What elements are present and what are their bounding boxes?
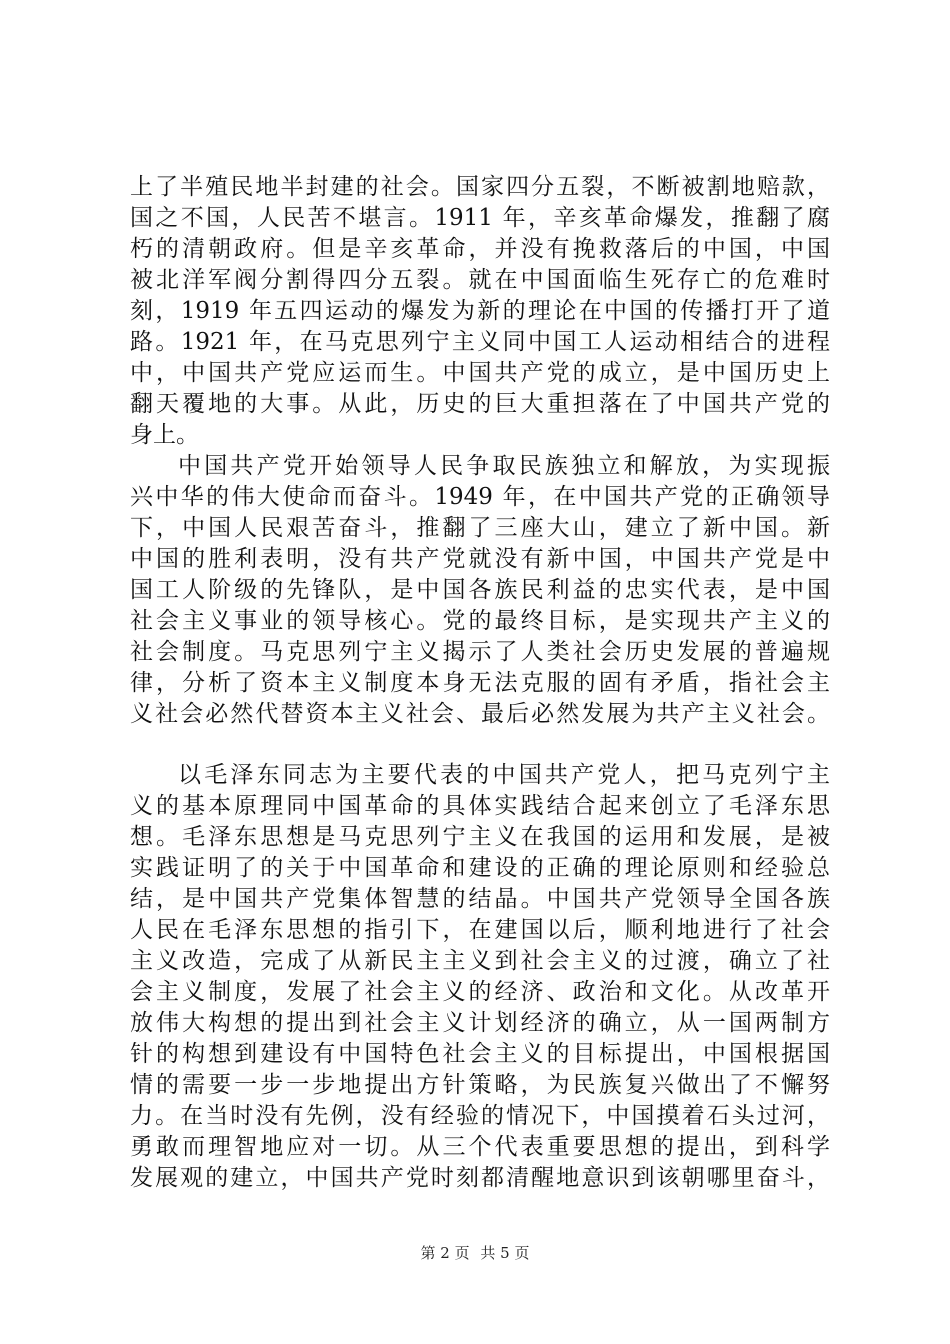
text-line: 身上。 xyxy=(130,422,199,448)
text-line: 中，中国共产党应运而生。中国共产党的成立，是中国历史上 xyxy=(130,360,830,386)
text-line: 想。毛泽东思想是马克思列宁主义在我国的运用和发展，是被 xyxy=(130,824,830,850)
text-line: 结，是中国共产党集体智慧的结晶。中国共产党领导全国各族 xyxy=(130,886,830,912)
paragraph-3 xyxy=(130,760,830,1194)
page-number: 第 2 页 xyxy=(420,1244,470,1262)
text-line: 被北洋军阀分割得四分五裂。就在中国面临生死存亡的危难时 xyxy=(130,267,830,293)
text-line: 主义改造，完成了从新民主主义到社会主义的过渡，确立了社 xyxy=(130,948,830,974)
text-line: 以毛泽东同志为主要代表的中国共产党人，把马克列宁主 xyxy=(178,762,830,788)
text-line: 义的基本原理同中国革命的具体实践结合起来创立了毛泽东思 xyxy=(130,793,830,819)
paragraph-spacer xyxy=(130,730,830,760)
text-line: 国之不国，人民苦不堪言。1911 年，辛亥革命爆发，推翻了腐 xyxy=(130,205,830,231)
text-line: 放伟大构想的提出到社会主义计划经济的确立，从一国两制方 xyxy=(130,1010,830,1036)
text-line: 义社会必然代替资本主义社会、最后必然发展为共产主义社会。 xyxy=(130,701,830,727)
page-total: 共 5 页 xyxy=(480,1244,530,1262)
text-line: 人民在毛泽东思想的指引下，在建国以后，顺利地进行了社会 xyxy=(130,917,830,943)
text-line: 社会主义事业的领导核心。党的最终目标，是实现共产主义的 xyxy=(130,608,830,634)
paragraph-2 xyxy=(130,451,830,730)
text-line: 刻，1919 年五四运动的爆发为新的理论在中国的传播打开了道 xyxy=(130,298,830,324)
text-line: 力。在当时没有先例，没有经验的情况下，中国摸着石头过河， xyxy=(130,1103,830,1129)
text-line: 路。1921 年，在马克思列宁主义同中国工人运动相结合的进程 xyxy=(130,329,830,355)
text-line: 律，分析了资本主义制度本身无法克服的固有矛盾，指社会主 xyxy=(130,670,830,696)
text-line: 上了半殖民地半封建的社会。国家四分五裂，不断被割地赔款， xyxy=(130,174,830,200)
text-line: 发展观的建立，中国共产党时刻都清醒地意识到该朝哪里奋斗， xyxy=(130,1165,830,1191)
paragraph-1 xyxy=(130,172,830,451)
page-footer xyxy=(0,1243,950,1263)
document-body xyxy=(130,172,830,1194)
text-line: 兴中华的伟大使命而奋斗。1949 年，在中国共产党的正确领导 xyxy=(130,484,830,510)
text-line: 下，中国人民艰苦奋斗，推翻了三座大山，建立了新中国。新 xyxy=(130,515,830,541)
text-line: 朽的清朝政府。但是辛亥革命，并没有挽救落后的中国，中国 xyxy=(130,236,830,262)
text-line: 社会制度。马克思列宁主义揭示了人类社会历史发展的普遍规 xyxy=(130,639,830,665)
text-line: 实践证明了的关于中国革命和建设的正确的理论原则和经验总 xyxy=(130,855,830,881)
text-line: 情的需要一步一步地提出方针策略，为民族复兴做出了不懈努 xyxy=(130,1072,830,1098)
text-line: 勇敢而理智地应对一切。从三个代表重要思想的提出，到科学 xyxy=(130,1134,830,1160)
text-line: 翻天覆地的大事。从此，历史的巨大重担落在了中国共产党的 xyxy=(130,391,830,417)
text-line: 会主义制度，发展了社会主义的经济、政治和文化。从改革开 xyxy=(130,979,830,1005)
text-line: 针的构想到建设有中国特色社会主义的目标提出，中国根据国 xyxy=(130,1041,830,1067)
text-line: 国工人阶级的先锋队，是中国各族民利益的忠实代表，是中国 xyxy=(130,577,830,603)
text-line: 中国共产党开始领导人民争取民族独立和解放，为实现振 xyxy=(178,453,830,479)
text-line: 中国的胜利表明，没有共产党就没有新中国，中国共产党是中 xyxy=(130,546,830,572)
